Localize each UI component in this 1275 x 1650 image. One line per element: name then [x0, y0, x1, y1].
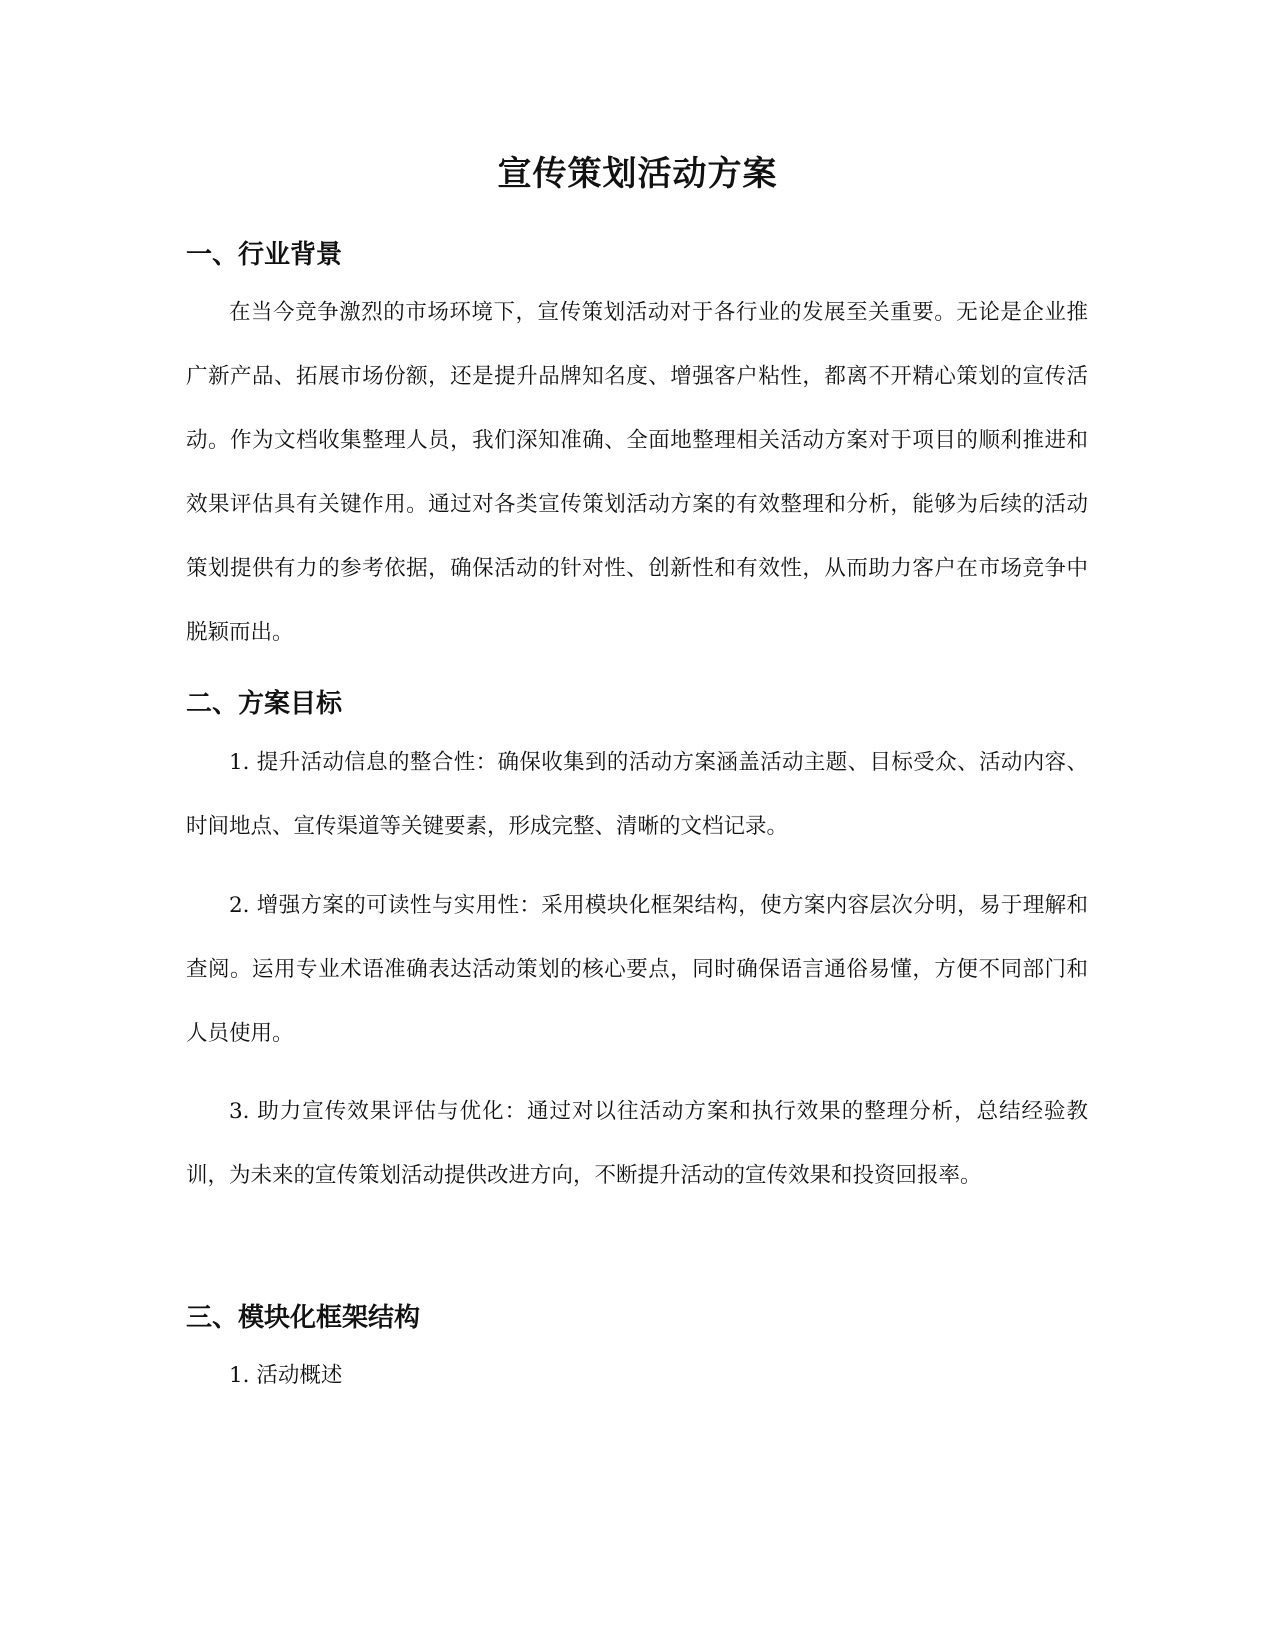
section-heading-industry-background: 一、行业背景 — [186, 240, 343, 270]
section-heading-plan-goals: 二、方案目标 — [186, 689, 343, 719]
goal-item-3: 3. 助力宣传效果评估与优化：通过对以往活动方案和执行效果的整理分析，总结经验教训，为未来的宣传策划活动提供改进方向，不断提升活动的宣传效果和投资回报率。 — [186, 1099, 1088, 1188]
goal-item-2: 2. 增强方案的可读性与实用性：采用模块化框架结构，使方案内容层次分明，易于理解和查阅。运用专业术语准确表达活动策划的核心要点，同时确保语言通俗易懂，方便不同部门和人员使用。 — [186, 893, 1088, 1046]
goal-item-1: 1. 提升活动信息的整合性：确保收集到的活动方案涵盖活动主题、目标受众、活动内容、时间地点、宣传渠道等关键要素，形成完整、清晰的文档记录。 — [186, 750, 1088, 839]
background-paragraph: 在当今竞争激烈的市场环境下，宣传策划活动对于各行业的发展至关重要。无论是企业推广新产品、拓展市场份额，还是提升品牌知名度、增强客户粘性，都离不开精心策划的宣传活动。作为文档收集整理人员，我们深知准确、全面地整理相关活动方案对于项目的顺利推进和效果评估具有关键作用。通过对各类宣传策划活动方案的有效整理和分析，能够为后续的活动策划提供有力的参考依据，确保活动的针对性、创新性和有效性，从而助力客户在市场竞争中脱颖而出。 — [186, 300, 1088, 645]
section-heading-modular-framework: 三、模块化框架结构 — [186, 1303, 421, 1333]
document-title: 宣传策划活动方案 — [497, 154, 778, 194]
framework-item-1: 1. 活动概述 — [229, 1363, 343, 1388]
